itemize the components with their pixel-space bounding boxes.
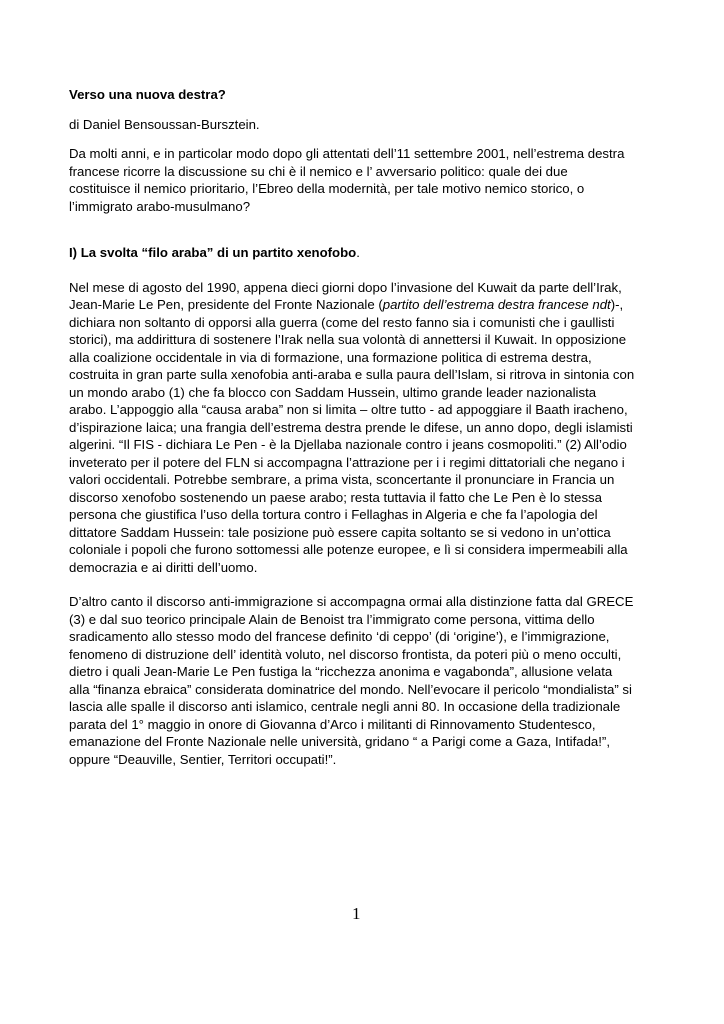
document-title: Verso una nuova destra? [69,87,226,102]
text-line: dichiara non soltanto di opporsi alla guerra (come del resto fanno sia i comunisti che i gaullisti [69,314,615,330]
author-line: di Daniel Bensoussan-Bursztein. [69,116,260,132]
text-line: storici), ma addirittura di sostenere l’Irak nella sua volontà di annettersi il Kuwait. In opposizione [69,332,627,347]
text-line: costruita in gran parte sulla xenofobia anti-araba e sulla paura dell’Islam, si ritrova in sintonia con [69,367,635,382]
text-line: (3) e dal suo teorico principale Alain de Benoist tra l’immigrato come persona, vittima dello [69,611,595,627]
text-line: inveterato per il potere del FLN si accompagna l’attrazione per i i regimi dittatoriali che negano i [69,454,625,470]
text-line: valori occidentali. Potrebbe sembrare, a prima vista, sconcertante il pronunciare in Francia un [69,472,615,487]
section-heading-text: I) La svolta “filo araba” di un partito xenofobo [69,245,357,260]
text-line [69,296,669,314]
text-line: costituisce il nemico prioritario, l’Ebreo della modernità, per tale motivo nemico storico, o [69,181,585,196]
text-line: dittatore Saddam Hussein: tale posizione può essere capita soltanto se si vedono in un’ottica [69,524,611,540]
text-line: persona che giustifica l’uso della tortura contro i Fellaghas in Algeria e che fa l’apologia del [69,507,598,522]
text-line: oppure “Deauville, Sentier, Territori occupati!”. [69,751,337,767]
section-heading [69,244,669,262]
text-line: un mondo arabo (1) che fa blocco con Saddam Hussein, ultimo grande leader nazionalista [69,384,597,400]
text-line: alla coalizione occidentale in via di formazione, una formazione politica di estrema destra, [69,349,592,365]
text-line: democrazia e ai diritti dell’uomo. [69,559,258,575]
italic-note: partito dell’estrema destra francese ndt [382,297,611,312]
text-segment: Jean-Marie Le Pen, presidente del Fronte Nazionale ( [69,297,383,312]
text-line: l’immigrato arabo-musulmano? [69,198,251,214]
text-line: D’altro canto il discorso anti-immigrazione si accompagna ormai alla distinzione fatta dal GRECE [69,594,634,609]
page-number: 1 [352,904,361,923]
text-line: arabo. L’appoggio alla “causa araba” non si limita – oltre tutto - ad appoggiare il Baath iracheno, [69,402,628,417]
text-line: Da molti anni, e in particolar modo dopo gli attentati dell’11 settembre 2001, nell’estrema destra [69,146,625,161]
text-line: d’ispirazione laica; una frangia dell’estrema destra prende le difese, un anno dopo, degli islamisti [69,419,633,435]
text-segment: )-, [610,297,624,312]
text-line: francese ricorre la discussione su chi è il nemico e l’ avversario politico: quale dei due [69,163,568,179]
document-page [69,86,669,768]
section-heading-period: . [356,245,360,260]
body-paragraph-1 [69,279,669,577]
body-paragraph-2 [69,593,669,768]
text-line: coloniale i popoli che furono sottomessi alle potenze europee, e lì si considera impermeabili alla [69,542,628,557]
text-line: emanazione del Fronte Nazionale nelle università, gridano “ a Parigi come a Gaza, Intifada!”, [69,734,610,749]
text-line: fenomeno di distruzione dell’ identità voluto, nel discorso frontista, da poteri più o meno occulti, [69,646,622,662]
text-line: lascia alle spalle il discorso anti islamico, centrale negli anni 80. In occasione della tradizionale [69,699,621,714]
intro-paragraph [69,145,669,215]
text-line: sradicamento allo stesso modo del francese definito ‘di ceppo’ (di ‘origine’), e l’immigrazione, [69,629,610,644]
text-line: parata del 1° maggio in onore di Giovanna d’Arco i militanti di Rinnovamento Studentesco, [69,716,596,732]
text-line: Nel mese di agosto del 1990, appena dieci giorni dopo l’invasione del Kuwait da parte dell’Irak, [69,279,622,295]
text-line: dietro i quali Jean-Marie Le Pen fustiga la “ricchezza anonima e vagabonda”, allusione velata [69,664,613,679]
text-line: discorso xenofobo sostenendo un paese arabo; resta tuttavia il fatto che Le Pen è lo stessa [69,489,602,505]
text-line: alla “finanza ebraica” considerata dominatrice del mondo. Nell’evocare il pericolo “mondialista” si [69,681,632,697]
text-line: algerini. “Il FIS - dichiara Le Pen - è la Djellaba nazionale contro i jeans cosmopoliti.” (2) All’odio [69,437,627,452]
